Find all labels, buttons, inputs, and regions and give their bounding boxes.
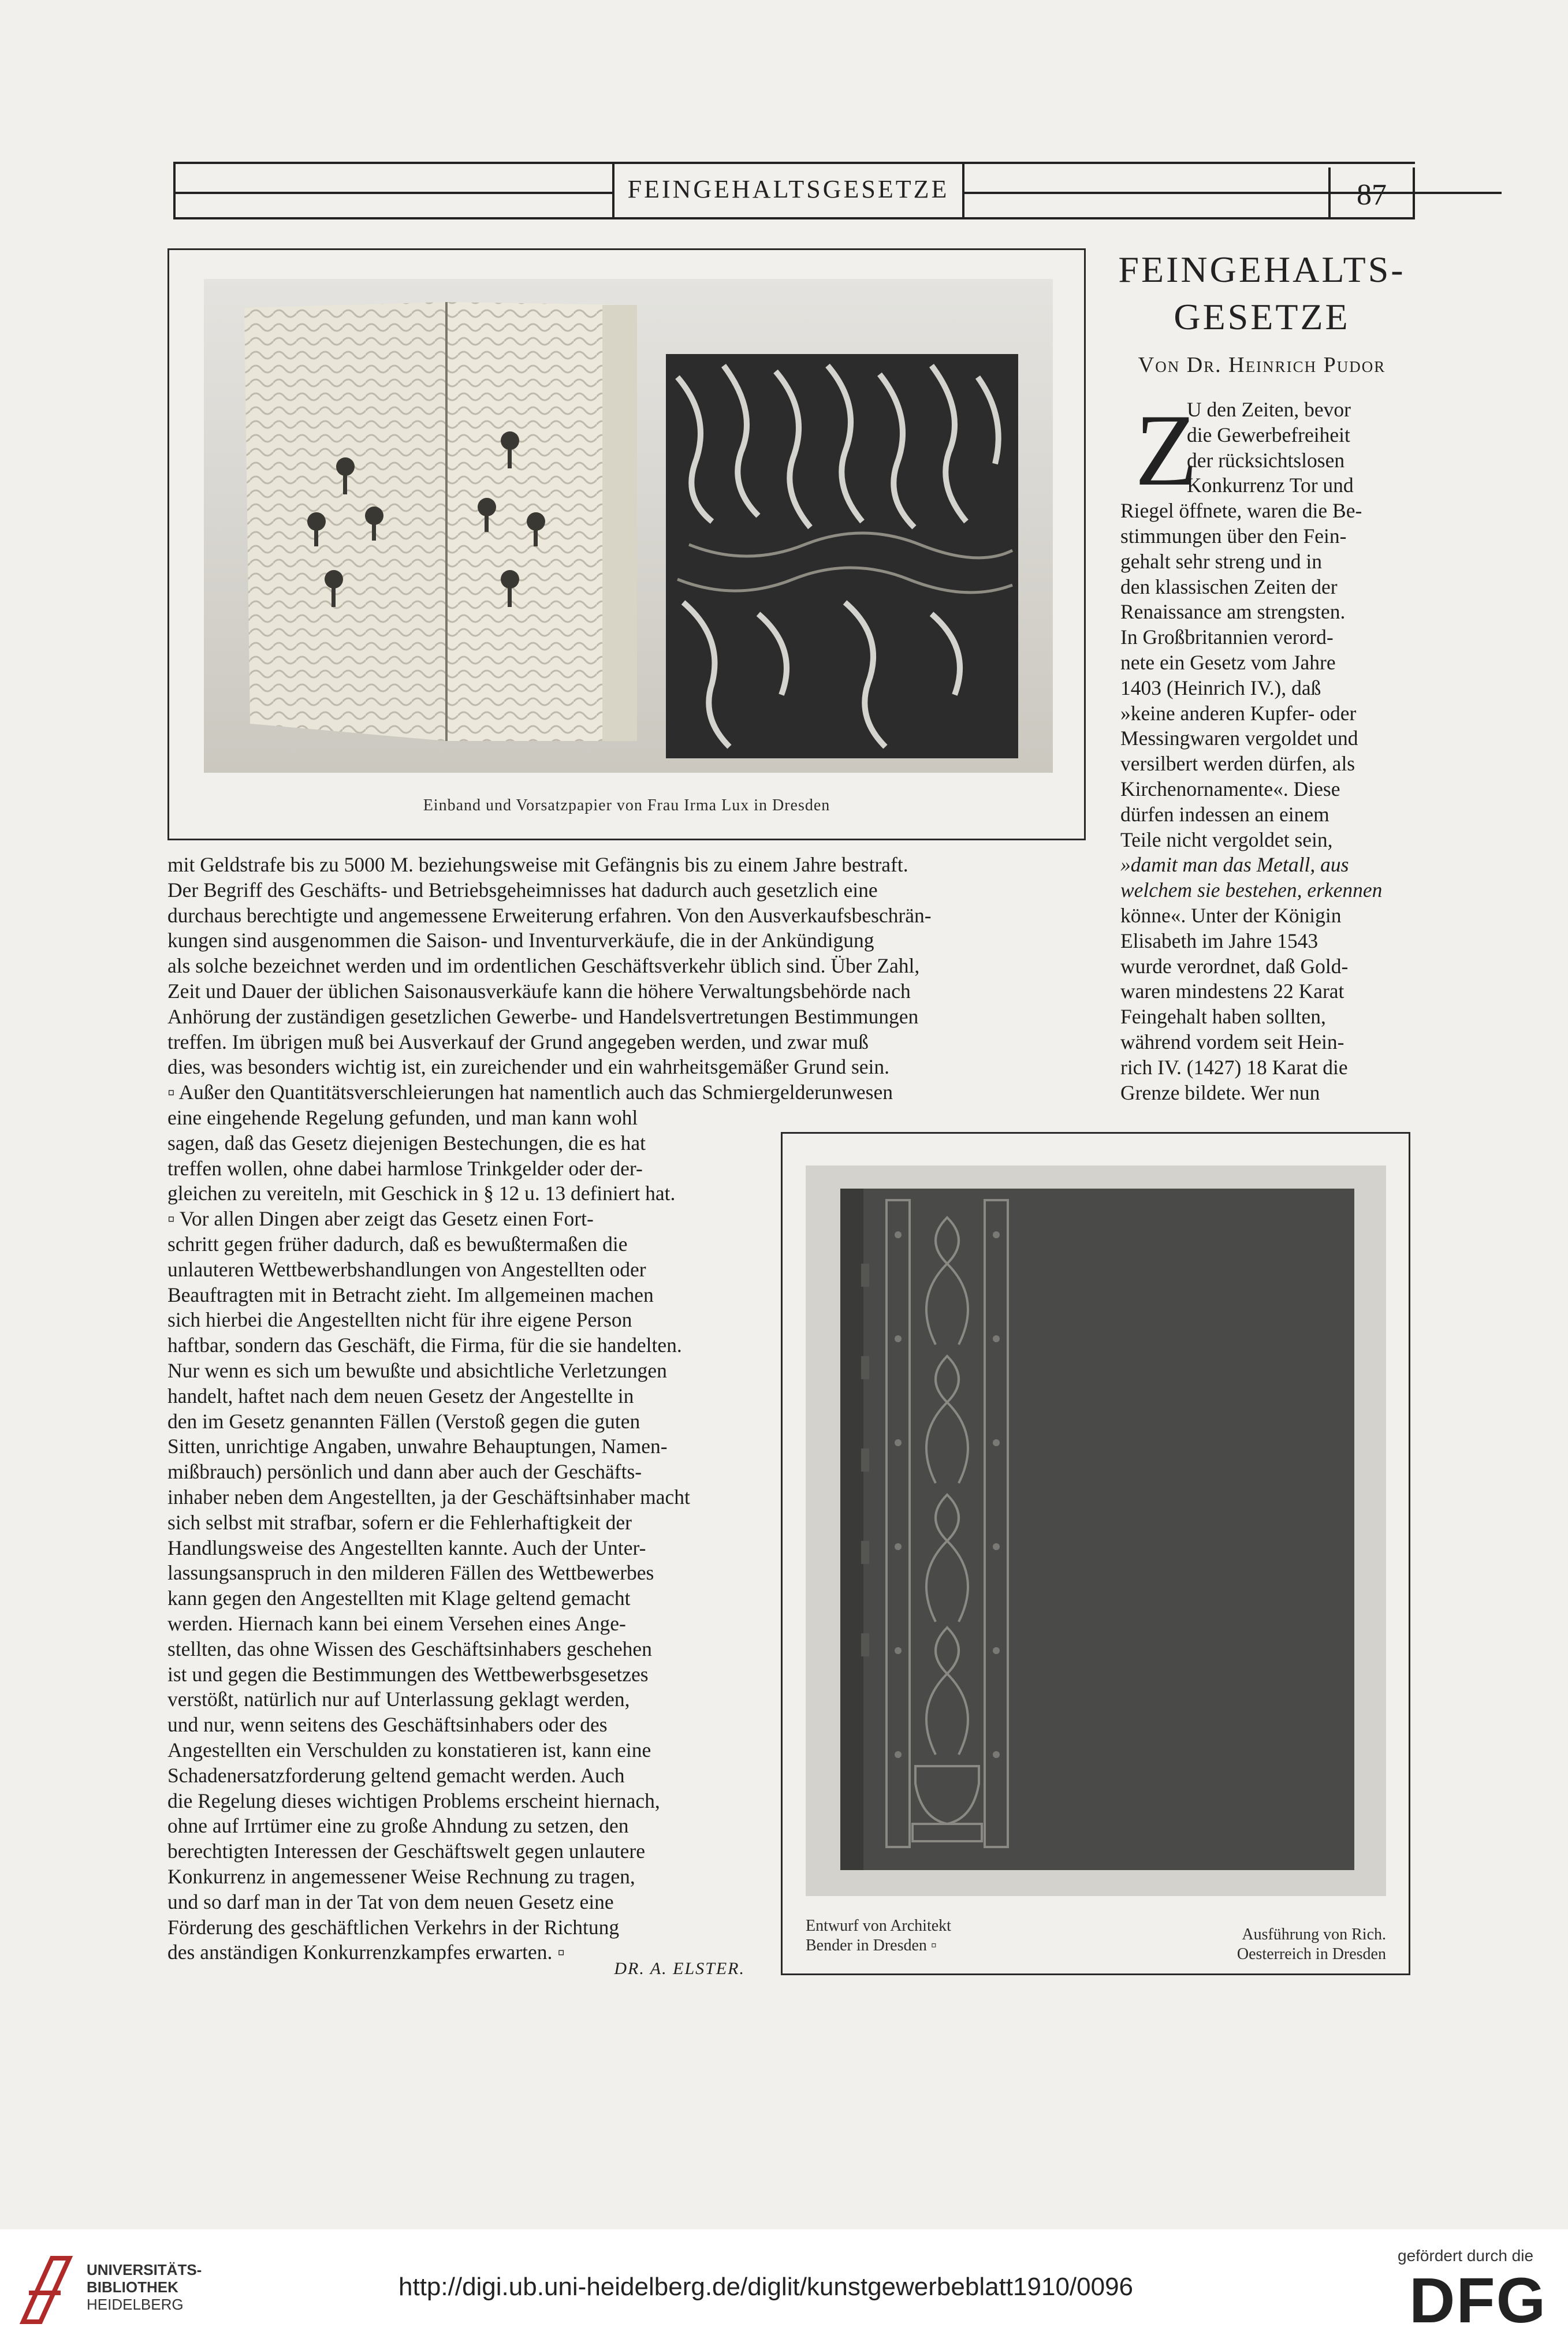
running-title: FEINGEHALTSGESETZE xyxy=(627,175,949,203)
body-line: eine eingehende Regelung gefunden, und man kann wohl xyxy=(167,1106,638,1129)
viewer-footer xyxy=(0,2229,1568,2346)
right-col-line: Messingwaren vergoldet und xyxy=(1120,727,1358,750)
body-line: sich selbst mit strafbar, sofern er die Fehlerhaftigkeit der xyxy=(167,1510,632,1534)
right-col-line: nete ein Gesetz vom Jahre xyxy=(1120,650,1336,674)
body-line: unlauteren Wettbewerbshandlungen von Angestellten oder xyxy=(167,1257,646,1281)
body-line: Schadenersatzforderung geltend gemacht werden. Auch xyxy=(167,1763,625,1787)
body-line: schritt gegen früher dadurch, daß es bewußtermaßen die xyxy=(167,1232,628,1256)
figure-bottom-caption-left-1: Entwurf von Architekt xyxy=(806,1917,951,1935)
right-col-line: den klassischen Zeiten der xyxy=(1120,575,1338,598)
figure-bottom-photo xyxy=(806,1165,1386,1896)
body-line: den im Gesetz genannten Fällen (Verstoß gegen die guten xyxy=(167,1409,640,1433)
right-col-line: rich IV. (1427) 18 Karat die xyxy=(1120,1055,1348,1079)
right-col-line: welchem sie bestehen, erkennen xyxy=(1120,878,1383,902)
figure-bottom-caption-left-2: Bender in Dresden ▫ xyxy=(806,1937,937,1954)
body-line: gleichen zu vereiteln, mit Geschick in § 12 u. 13 definiert hat. xyxy=(167,1182,676,1205)
header-rule-bottom xyxy=(173,217,1415,219)
right-col-line: Konkurrenz Tor und xyxy=(1187,474,1354,497)
article-title-line-1: FEINGEHALTS- xyxy=(1118,249,1406,290)
body-line: Handlungsweise des Angestellten kannte. Auch der Unter- xyxy=(167,1536,646,1559)
right-col-line: könne«. Unter der Königin xyxy=(1120,903,1342,927)
body-line: sich hierbei die Angestellten nicht für ihre eigene Person xyxy=(167,1308,632,1332)
figure-top-photo xyxy=(204,279,1053,773)
right-col-line: 1403 (Heinrich IV.), daß xyxy=(1120,676,1321,699)
right-col-line: Teile nicht vergoldet sein, xyxy=(1120,828,1333,851)
right-col-line: stimmungen über den Fein- xyxy=(1120,524,1347,548)
left-body-wide xyxy=(167,852,1086,1105)
body-line: Der Begriff des Geschäfts- und Betriebsgeheimnisses hat dadurch auch gesetzlich eine xyxy=(167,878,878,902)
body-line: Zeit und Dauer der üblichen Saisonausverkäufe kann die höhere Verwaltungsbehörde nach xyxy=(167,979,911,1003)
body-line: stellten, das ohne Wissen des Geschäftsinhabers geschehen xyxy=(167,1637,652,1660)
body-line: Sitten, unrichtige Angaben, unwahre Behauptungen, Namen- xyxy=(167,1435,668,1458)
body-line: Förderung des geschäftlichen Verkehrs in der Richtung xyxy=(167,1915,620,1939)
right-col-line: Elisabeth im Jahre 1543 xyxy=(1120,929,1319,952)
right-col-line: »keine anderen Kupfer- oder xyxy=(1120,701,1357,725)
body-line: als solche bezeichnet werden und im ordentlichen Geschäftsverkehr üblich sind. Über Zahl, xyxy=(167,954,920,978)
library-name-2: BIBLIOTHEK xyxy=(87,2278,178,2296)
permalink-url[interactable]: http://digi.ub.uni-heidelberg.de/diglit/kunstgewerbeblatt1910/0096 xyxy=(398,2273,1134,2301)
figure-top-frame xyxy=(167,248,1086,840)
article-byline: Von Dr. Heinrich Pudor xyxy=(1138,353,1386,377)
body-line: Angestellten ein Verschulden zu konstatieren ist, kann eine xyxy=(167,1738,651,1762)
figure-bottom-caption-right-2: Oesterreich in Dresden xyxy=(1236,1945,1386,1963)
dfg-logo[interactable]: DFG xyxy=(1409,2265,1547,2336)
header-rule-mid-right xyxy=(964,192,1502,194)
right-col-line: Riegel öffnete, waren die Be- xyxy=(1120,499,1362,523)
right-column xyxy=(1120,393,1409,1105)
right-col-line: dürfen indessen an einem xyxy=(1120,802,1329,826)
right-col-line: die Gewerbefreiheit xyxy=(1187,423,1350,446)
body-line: ohne auf Irrtümer eine zu große Ahndung zu setzen, den xyxy=(167,1814,629,1838)
right-col-line: wurde verordnet, daß Gold- xyxy=(1120,954,1349,978)
figure-bottom-caption-right-1: Ausführung von Rich. xyxy=(1242,1926,1386,1943)
body-line: handelt, haftet nach dem neuen Gesetz der Angestellte in xyxy=(167,1384,634,1407)
library-name-1: UNIVERSITÄTS- xyxy=(87,2261,202,2278)
running-header xyxy=(173,162,1415,225)
body-line: haftbar, sondern das Geschäft, die Firma, für die sie handelten. xyxy=(167,1334,682,1357)
page-number-box-right xyxy=(1413,167,1415,219)
left-body-narrow xyxy=(167,1105,768,1965)
body-line: durchaus berechtigte und angemessene Erweiterung erfahren. Von den Ausverkaufsbeschrän- xyxy=(167,903,932,927)
right-col-line: waren mindestens 22 Karat xyxy=(1120,980,1344,1003)
body-line: verstößt, natürlich nur auf Unterlassung geklagt werden, xyxy=(167,1688,630,1711)
right-col-line: Renaissance am strengsten. xyxy=(1120,600,1346,624)
body-line: ▫ Außer den Quantitätsverschleierungen hat namentlich auch das Schmiergelderunwesen xyxy=(167,1081,893,1104)
author-signature: DR. A. ELSTER. xyxy=(614,1959,745,1978)
figure-top-caption: Einband und Vorsatzpapier von Frau Irma Lux in Dresden xyxy=(423,796,830,814)
body-line: mit Geldstrafe bis zu 5000 M. beziehungsweise mit Gefängnis bis zu einem Jahre bestraft. xyxy=(167,853,908,876)
right-col-line: der rücksichtslosen xyxy=(1187,448,1345,472)
body-line: des anständigen Konkurrenzkampfes erwarten. ▫ xyxy=(167,1941,565,1964)
body-line: sagen, daß das Gesetz diejenigen Bestechungen, die es hat xyxy=(167,1131,646,1155)
body-line: berechtigten Interessen der Geschäftswelt gegen unlautere xyxy=(167,1839,645,1863)
right-col-line: Kirchenornamente«. Diese xyxy=(1120,777,1340,800)
right-col-line: während vordem seit Hein- xyxy=(1120,1030,1344,1053)
body-line: Konkurrenz in angemessener Weise Rechnung zu tragen, xyxy=(167,1864,635,1888)
funding-note: gefördert durch die xyxy=(1398,2247,1534,2265)
right-col-line: U den Zeiten, bevor xyxy=(1187,398,1351,421)
body-line: und so darf man in der Tat von dem neuen Gesetz eine xyxy=(167,1890,614,1913)
bookbinding-photo xyxy=(204,279,1053,773)
figure-bottom-frame xyxy=(781,1132,1410,1975)
body-line: die Regelung dieses wichtigen Problems erscheint hiernach, xyxy=(167,1789,660,1812)
article-title-line-2: GESETZE xyxy=(1174,296,1350,337)
header-rule-mid xyxy=(173,192,612,194)
body-line: und nur, wenn seitens des Geschäftsinhabers oder des xyxy=(167,1713,608,1737)
body-line: Anhörung der zuständigen gesetzlichen Gewerbe- und Handelsvertretungen Bestimmungen xyxy=(167,1004,919,1028)
header-rule-left-edge xyxy=(173,162,176,219)
body-line: lassungsanspruch in den milderen Fällen des Wettbewerbes xyxy=(167,1561,654,1585)
body-line: treffen. Im übrigen muß bei Ausverkauf der Grund angegeben werden, und zwar muß xyxy=(167,1030,869,1053)
drop-cap: Z xyxy=(1135,393,1198,507)
body-line: Nur wenn es sich um bewußte und absichtliche Verletzungen xyxy=(167,1358,667,1382)
body-line: inhaber neben dem Angestellten, ja der Geschäftsinhaber macht xyxy=(167,1485,690,1509)
right-col-line: versilbert werden dürfen, als xyxy=(1120,752,1355,776)
right-col-line: In Großbritannien verord- xyxy=(1120,625,1334,649)
body-line: ▫ Vor allen Dingen aber zeigt das Gesetz einen Fort- xyxy=(167,1207,594,1231)
body-line: treffen wollen, ohne dabei harmlose Trinkgelder oder der- xyxy=(167,1156,643,1180)
right-col-line: Feingehalt haben sollten, xyxy=(1120,1005,1326,1029)
library-name-3: HEIDELBERG xyxy=(87,2296,184,2313)
page-number: 87 xyxy=(1357,178,1387,211)
body-line: kungen sind ausgenommen die Saison- und Inventurverkäufe, die in der Ankündigung xyxy=(167,929,874,952)
header-rule-top xyxy=(173,162,1415,164)
right-col-line: »damit man das Metall, aus xyxy=(1120,853,1349,877)
right-col-line: gehalt sehr streng und in xyxy=(1120,549,1323,573)
body-line: mißbrauch) persönlich und dann aber auch der Geschäfts- xyxy=(167,1460,642,1484)
body-line: kann gegen den Angestellten mit Klage geltend gemacht xyxy=(167,1587,631,1610)
body-line: dies, was besonders wichtig ist, ein zureichender und ein wahrheitsgemäßer Grund sein. xyxy=(167,1055,890,1079)
body-line: Beauftragten mit in Betracht zieht. Im allgemeinen machen xyxy=(167,1283,654,1306)
library-logo-icon[interactable] xyxy=(17,2252,75,2328)
body-line: werden. Hiernach kann bei einem Versehen eines Ange- xyxy=(167,1611,626,1635)
header-title-box-right xyxy=(962,162,964,219)
body-line: ist und gegen die Bestimmungen des Wettbewerbsgesetzes xyxy=(167,1662,649,1686)
right-col-line: Grenze bildete. Wer nun xyxy=(1120,1081,1320,1104)
book-cover-photo xyxy=(806,1165,1386,1896)
